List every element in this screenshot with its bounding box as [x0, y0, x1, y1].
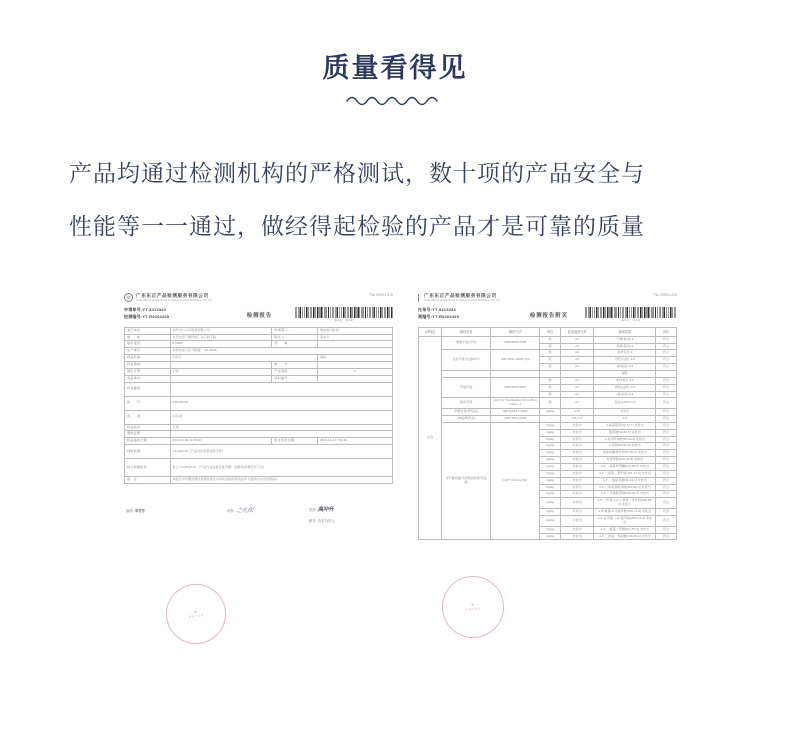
- cell-standard: ≥4: [560, 364, 594, 371]
- cell-result: (棉)沾色 4-5: [594, 364, 656, 371]
- cell-result: (涤纶)沾色 4-5: [594, 384, 656, 391]
- table-row: [125, 396, 393, 410]
- doc-left-id-row: [124, 307, 393, 324]
- table-row: [419, 416, 677, 423]
- conclusion-label: 综合检测结论: [125, 459, 171, 477]
- cell-standard: 未检出: [560, 515, 594, 526]
- table-row: [125, 334, 393, 341]
- apply-no-label: 托单号:: [418, 306, 433, 312]
- org-name-en: Guangdong Dongzheng Product Testing Services Co.,Ltd.: [136, 298, 214, 302]
- recv-date-label: 样品接收日期:: [125, 438, 171, 445]
- apply-no-value: YT-9413343: [142, 306, 167, 312]
- cell-item: 可分解致癌芳香胺染料(附织品类): [442, 422, 491, 539]
- seal-inner-text: [188, 608, 204, 620]
- cell-evaluation: 符合: [656, 477, 677, 484]
- cell-standard: ≥4: [560, 357, 594, 364]
- remark-label: 备 注: [125, 477, 171, 484]
- doc-left-info-table: [124, 327, 393, 484]
- cell-evaluation: 符合: [656, 409, 677, 416]
- apply-no-label: 申请单号:: [124, 306, 143, 312]
- cell-result: 原样变化 4-5: [594, 377, 656, 384]
- cell-method: GB/T2912.1-2009: [491, 409, 540, 416]
- table-row: [125, 459, 393, 477]
- cell-result: 干摩(直向) 4: [594, 336, 656, 343]
- cell-unit: 级: [540, 343, 561, 350]
- cell-standard: 未检出: [560, 509, 594, 516]
- doc-right-title: 检测报告附页: [529, 312, 569, 319]
- block3-label: 样品状态:: [125, 424, 171, 431]
- row1-value-2: 高永升: [317, 334, 392, 341]
- seal-label: 检测专用章: [465, 607, 481, 613]
- position-label: 职务:: [309, 519, 317, 524]
- cell-result: (涤纶)沾色 4-5: [594, 357, 656, 364]
- recv-value: [170, 375, 272, 382]
- cell-result: 未检出: [594, 409, 656, 416]
- cell-evaluation: 符合: [656, 498, 677, 509]
- row0-label-2: 申请部门:: [272, 327, 318, 334]
- doc-right-id-row: [418, 307, 677, 324]
- table-row: [125, 375, 393, 382]
- table-row: [125, 382, 393, 396]
- signature-position: [309, 519, 335, 523]
- cell-evaluation: 符合: [656, 377, 677, 384]
- row1-label-1: 地 址:: [125, 334, 171, 341]
- row1-value-1: 东莞市虎门镇怀德工业区新下路: [170, 334, 272, 341]
- sample-spec-label: 样品规格:: [125, 362, 171, 369]
- hero-line-1: 产品均通过检测机构的严格测试，数十项的产品安全与: [69, 160, 645, 187]
- page-title: 质量看得见: [322, 53, 468, 83]
- cell-unit: mg/kg: [540, 464, 561, 471]
- cell-result: 2,4-二氨基苯甲醚[615-05-4] 未检出: [594, 464, 656, 471]
- table-row: [419, 398, 677, 409]
- cell-unit: mg/kg: [540, 509, 561, 516]
- barcode-caption: 第2页，共3页: [621, 317, 641, 322]
- apply-no-value: YT-9413343: [432, 306, 456, 312]
- table-row: [125, 438, 393, 445]
- sample-name-value: 印花片: [170, 355, 317, 362]
- doc-right-form-code: TW-29004 A/5: [653, 293, 677, 297]
- sample-name-label: 样品名称:: [125, 355, 171, 362]
- report-no-label: 测编号:: [418, 313, 433, 319]
- cell-unit: mg/kg: [540, 443, 561, 450]
- cell-evaluation: 符合: [656, 357, 677, 364]
- report-no-value: YT-R9204445: [142, 313, 170, 319]
- cell-method: GB/T3921-2008 (C)3: [491, 350, 540, 371]
- grade-label: 产品等级:: [272, 368, 318, 375]
- block4-label: 明细说明:: [125, 431, 171, 438]
- cell-unit: mg/kg: [540, 436, 561, 443]
- issue-date-value: 2019-12-3 17:31:29: [317, 438, 392, 445]
- cell-evaluation: 符合: [656, 464, 677, 471]
- cell-item: [442, 371, 491, 378]
- cell-result: 4-氯邻甲苯胺[95-69-2] 未检出: [594, 436, 656, 443]
- compile-name: 李芳芳: [134, 509, 145, 514]
- signature-approved-by: [309, 507, 333, 514]
- cell-standard: 未检出: [560, 470, 594, 477]
- cell-unit: 级: [540, 357, 561, 364]
- cell-method: [491, 371, 540, 378]
- cell-unit: 级: [540, 336, 561, 343]
- wavy-divider-icon: [345, 93, 445, 107]
- cell-result: 6.2: [594, 416, 656, 423]
- material-no-value: [317, 375, 392, 382]
- row0-value-1: 东莞市公认机集团有限公司: [170, 327, 272, 334]
- col-unit: 单位: [540, 327, 561, 336]
- signature-compiled-by: [126, 509, 145, 513]
- cell-unit: mg/kg: [540, 470, 561, 477]
- col-color: (/颜色): [419, 327, 442, 336]
- cell-evaluation: 符合: [656, 526, 677, 533]
- cell-method: GB/T7573-2009: [491, 416, 540, 423]
- review-label: 审核:: [227, 509, 235, 514]
- row0-value-2: 纸质类污染剂: [317, 327, 392, 334]
- cell-standard: 未检出: [560, 457, 594, 464]
- cell-item: 耐光牢度: [442, 398, 491, 409]
- block4-value: [170, 431, 392, 438]
- cell-standard: ≥4: [560, 336, 594, 343]
- company-emblem-icon: [124, 293, 133, 302]
- cell-evaluation: 符合: [656, 343, 677, 350]
- cell-standard: 未检出: [560, 533, 594, 540]
- cell-result: 2-萘胺[91-59-8] 未检出: [594, 443, 656, 450]
- seal-star-icon: ★: [470, 601, 475, 607]
- material-no-label: 原料编号:: [272, 375, 318, 382]
- position-value: 技术负责人: [317, 519, 335, 524]
- doc-left-header: [118, 288, 399, 324]
- cell-standard: ≥3: [560, 398, 594, 409]
- report-no-label: 检测编号:: [124, 313, 143, 319]
- cell-evaluation: [656, 371, 677, 378]
- org-name-en: Guangdong Dongzheng Product Testing Services Co.,Ltd.: [424, 298, 502, 302]
- cell-item: 水洗牢度(水温60℃): [442, 350, 491, 371]
- cell-standard: ≥4: [560, 391, 594, 398]
- cell-unit: mg/kg: [540, 409, 561, 416]
- table-row: [125, 477, 393, 484]
- recv-date-value: 2019-11-30 11:30:00: [170, 438, 272, 445]
- approve-label: 批准:: [309, 508, 317, 513]
- block0-value: [170, 382, 392, 396]
- color-value: 白色: [170, 368, 272, 375]
- cell-unit: mg/kg: [540, 450, 561, 457]
- cell-unit: mg/kg: [540, 429, 561, 436]
- cell-method: FZ/T 01133-2016: [491, 422, 540, 539]
- cell-result: (棉)沾色 4-4: [594, 391, 656, 398]
- cell-unit: mg/kg: [540, 491, 561, 498]
- cell-unit: mg/kg: [540, 498, 561, 509]
- cell-standard: 未检出: [560, 443, 594, 450]
- doc-left-org: [124, 293, 393, 303]
- table-row: [125, 431, 393, 438]
- cell-item: pH值(附织品): [442, 416, 491, 423]
- row3-value-1: 东莞市虎门宏升制箱厂 MT-6005: [170, 348, 392, 355]
- doc-right-org: [418, 293, 677, 303]
- seal-star-icon: ★: [193, 608, 198, 614]
- row2-value-1: 679663: [170, 341, 272, 348]
- compile-label: 编制:: [126, 509, 134, 514]
- cell-evaluation: 符合: [656, 515, 677, 526]
- cell-evaluation: 符合: [656, 416, 677, 423]
- cell-method: GB/T3922-2013: [491, 377, 540, 398]
- company-mark-icon: [418, 294, 419, 302]
- col-method: 测试方法: [491, 327, 540, 336]
- table-row: [419, 350, 677, 357]
- signature-reviewed-by: [227, 507, 252, 515]
- cell-standard: ≥3: [560, 343, 594, 350]
- cell-result: 4,4'-二氨基二苯甲烷[101-77-9] 未检出: [594, 470, 656, 477]
- cell-unit: mg/kg: [540, 484, 561, 491]
- cell-result: 4,4'-二氨基二苯硫醚[139-65-1] 未检出: [594, 533, 656, 540]
- block1-label: 批 号:: [125, 396, 171, 410]
- cell-unit: --: [540, 416, 561, 423]
- annex-table-head: [419, 327, 677, 336]
- block2-value: 印花视: [170, 410, 392, 424]
- cell-evaluation: 符合: [656, 350, 677, 357]
- barcode-caption: 第1页，共3页: [334, 317, 354, 322]
- cell-unit: mg/kg: [540, 526, 561, 533]
- review-signature: 之礼保: [234, 507, 254, 515]
- cell-standard: 未检出: [560, 436, 594, 443]
- cell-unit: mg/kg: [540, 422, 561, 429]
- doc-right-results-table: [418, 327, 677, 541]
- cell-unit: 级: [540, 398, 561, 409]
- table-row: [125, 327, 393, 334]
- cell-result: 碱性: [594, 371, 656, 378]
- row2-label-1: 联系电话:: [125, 341, 171, 348]
- seal-label: 检测专用章: [188, 614, 204, 620]
- table-row: [419, 422, 677, 429]
- report-no-value: YT-R9204445: [432, 313, 460, 319]
- block2-label: 用 途:: [125, 410, 171, 424]
- table-header-row: [419, 327, 677, 336]
- table-row: [125, 424, 393, 431]
- cell-item: 摩擦牢度(针织): [442, 336, 491, 350]
- color-label: 颜色花型:: [125, 368, 171, 375]
- cell-evaluation: 符合: [656, 443, 677, 450]
- hero-section: [0, 0, 790, 253]
- cell-standard: ≥4: [560, 377, 594, 384]
- cell-evaluation: 符合: [656, 336, 677, 343]
- table-row: [419, 377, 677, 384]
- cell-item: 甲醛含量(附织品): [442, 409, 491, 416]
- cell-standard: 5.0~7.5: [560, 416, 594, 423]
- cell-result: 联苯胺[92-87-5] 未检出: [594, 429, 656, 436]
- table-row: [419, 409, 677, 416]
- official-seal-stamp: [439, 573, 506, 640]
- test-report-document[interactable]: [118, 288, 399, 676]
- test-report-annex-document[interactable]: [412, 288, 683, 676]
- cell-evaluation: 符合: [656, 436, 677, 443]
- cell-standard: [560, 371, 594, 378]
- cell-evaluation: 符合: [656, 384, 677, 391]
- barcode-icon: [585, 307, 677, 318]
- cell-result: 湿摩(直向) 3: [594, 343, 656, 350]
- cell-evaluation: 符合: [656, 491, 677, 498]
- cell-unit: mg/kg: [540, 457, 561, 464]
- cell-evaluation: 符合: [656, 457, 677, 464]
- cell-standard: ≤75: [560, 409, 594, 416]
- cell-result: 对氯苯胺[106-47-8] 未检出: [594, 457, 656, 464]
- table-row: [125, 368, 393, 375]
- cell-unit: mg/kg: [540, 515, 561, 526]
- row3-label-1: 生产单位:: [125, 348, 171, 355]
- hero-paragraph: [69, 147, 721, 253]
- cell-standard: 未检出: [560, 477, 594, 484]
- col-evaluation: 评价: [656, 327, 677, 336]
- cell-result: 3,3'-二甲基-4,4'-二氨基二苯甲烷[838-88-0] 未检出: [594, 498, 656, 509]
- table-row: [125, 410, 393, 424]
- cell-standard: ≥4: [560, 384, 594, 391]
- doc-left-barcode-block: [295, 307, 393, 323]
- row0-label-1: 委托单位:: [125, 327, 171, 334]
- cell-standard: 未检出: [560, 491, 594, 498]
- official-seal-stamp: [163, 581, 228, 646]
- cell-result: 4,4'-二氨基二苯醚[101-80-4] 未检出: [594, 526, 656, 533]
- seal-inner-text: [465, 601, 481, 613]
- cell-result: 3,3'-二甲基联苯胺[119-93-7] 未检出: [594, 491, 656, 498]
- cell-result: 变色(AATCC) 3: [594, 398, 656, 409]
- cell-unit: mg/kg: [540, 533, 561, 540]
- cell-method: GB/T3920-2008: [491, 336, 540, 350]
- row1-label-2: 联系人:: [272, 334, 318, 341]
- annex-table-body: [419, 336, 677, 540]
- cell-unit: 级: [540, 364, 561, 371]
- table-row: [419, 371, 677, 378]
- table-row: [125, 355, 393, 362]
- block1-value: R20191100: [170, 396, 392, 410]
- cell-evaluation: 符合: [656, 470, 677, 477]
- table-row: [125, 341, 393, 348]
- table-row: [125, 362, 393, 369]
- sample-color-cell: 白色: [419, 336, 442, 540]
- row2-label-2: 传 真:: [272, 341, 318, 348]
- cell-unit: [540, 371, 561, 378]
- doc-left-signature-area: [124, 493, 393, 533]
- cell-method: AATCC Test Method 16.3-2014 Option 3: [491, 398, 540, 409]
- cell-standard: 未检出: [560, 422, 594, 429]
- cell-unit: 级: [540, 384, 561, 391]
- doc-right-header: [412, 288, 683, 324]
- grade-value: 1: [317, 368, 392, 375]
- row2-value-2: [317, 341, 392, 348]
- cell-evaluation: 符合: [656, 484, 677, 491]
- remark-value: 本报告中所测试项目检测结果仅对本次送检的样品条件下适用(仅认可的指标)。: [170, 477, 392, 484]
- table-row: [419, 336, 677, 343]
- sample-brand-label: 商标:: [319, 355, 328, 360]
- cell-evaluation: 符合: [656, 391, 677, 398]
- cell-result: 4,4'-亚甲基-二(2-氯苯胺)[101-14-4] 未检出: [594, 515, 656, 526]
- cell-result: 3,3'-二氯联苯胺[91-94-1] 未检出: [594, 477, 656, 484]
- certificate-scans: [0, 288, 790, 688]
- barcode-icon: [295, 307, 393, 318]
- cell-result: 2-甲氧基-5-甲基苯胺[120-71-8] 未检出: [594, 509, 656, 516]
- col-item: 测试项目: [442, 327, 491, 336]
- cell-standard: 未检出: [560, 498, 594, 509]
- batch-label: 批 号:: [272, 362, 318, 369]
- cell-evaluation: 符合: [656, 450, 677, 457]
- basis-label: 判断依据:: [125, 445, 171, 459]
- cell-result: 4-氨基联苯[92-67-1] 未检出: [594, 422, 656, 429]
- cell-standard: 未检出: [560, 526, 594, 533]
- issue-date-label: 报告签发日期:: [272, 438, 318, 445]
- table-row: [125, 348, 393, 355]
- sample-spec-value: [170, 362, 272, 369]
- cell-unit: mg/kg: [540, 477, 561, 484]
- cell-standard: ≥4: [560, 350, 594, 357]
- approve-signature: 高冲升: [317, 507, 334, 514]
- cell-evaluation: 符合: [656, 533, 677, 540]
- block0-label: 样品描述:: [125, 382, 171, 396]
- conclusion-value: 符合 YS-2019-13 《产品内在质量标准手册》的要求(结果详见下页): [170, 459, 392, 477]
- basis-value: YS-20(4-5)《产品内在质量标准手册》: [170, 445, 392, 459]
- doc-left-title: 检测报告: [246, 312, 273, 319]
- cell-unit: 级: [540, 391, 561, 398]
- sample-brand-cell: [317, 355, 392, 362]
- cell-unit: 级: [540, 377, 561, 384]
- cell-standard: 未检出: [560, 464, 594, 471]
- table-row: [125, 445, 393, 459]
- cell-evaluation: 符合: [656, 364, 677, 371]
- cell-result: 邻氨基偶氮甲苯[97-56-3] 未检出: [594, 450, 656, 457]
- org-name-cn: 广东东正产品检测服务有限公司: [136, 293, 209, 298]
- cell-item: 汗渍牢度: [442, 377, 491, 398]
- cell-evaluation: 符合: [656, 509, 677, 516]
- cell-result: 3,3'-二甲氧基联苯胺[119-90-4] 未检出: [594, 484, 656, 491]
- cell-evaluation: 符合: [656, 429, 677, 436]
- cell-result: 原样变化 4: [594, 350, 656, 357]
- hero-line-2: 性能等一一通过，做经得起检验的产品才是可靠的质量: [69, 213, 645, 240]
- cell-unit: 级: [540, 350, 561, 357]
- org-name-cn: 广东东正产品检测服务有限公司: [424, 293, 497, 298]
- cell-standard: 未检出: [560, 484, 594, 491]
- cell-evaluation: 符合: [656, 398, 677, 409]
- col-result: 测试结果: [594, 327, 656, 336]
- batch-value: [317, 362, 392, 369]
- cell-standard: 未检出: [560, 429, 594, 436]
- recv-label: 收货单位:: [125, 375, 171, 382]
- doc-right-barcode-block: [585, 307, 677, 323]
- cell-standard: 未检出: [560, 450, 594, 457]
- block3-value: 正常: [170, 424, 392, 431]
- doc-left-form-code: TW-29004 A/5: [369, 293, 393, 297]
- cell-evaluation: 符合: [656, 422, 677, 429]
- col-standard: 标准值及允许: [560, 327, 594, 336]
